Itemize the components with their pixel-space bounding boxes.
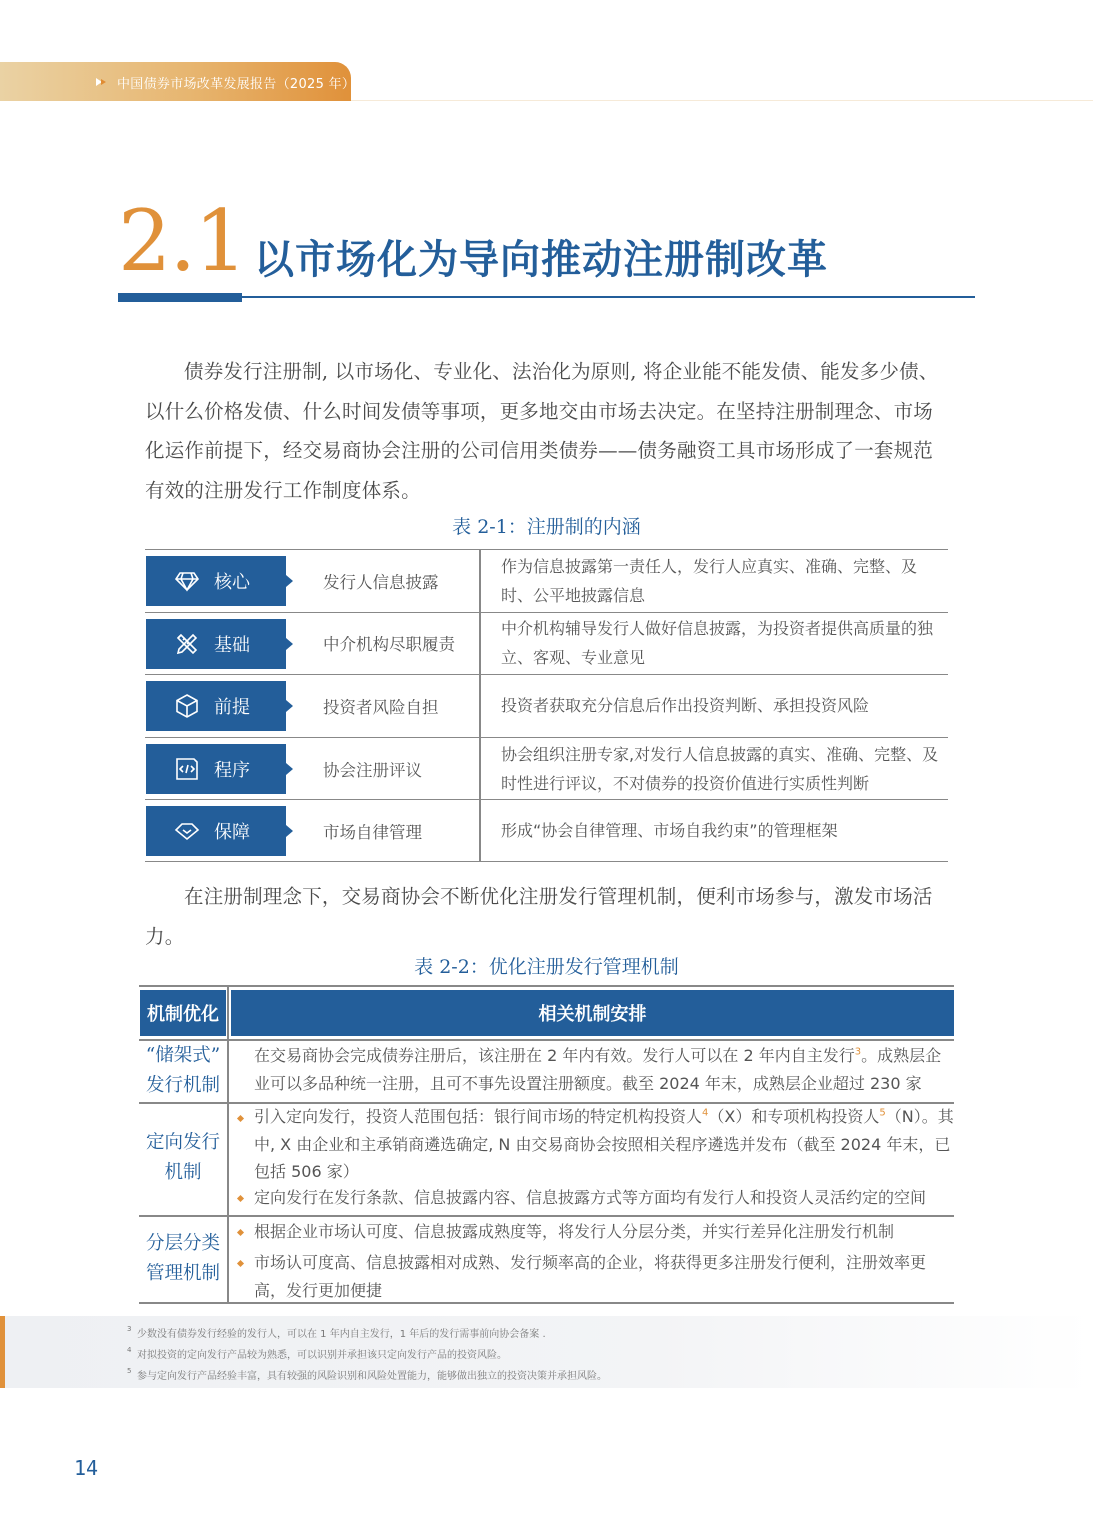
header-rule [351,100,1093,101]
bullet-icon [237,1260,244,1267]
text-part: 在交易商协会完成债券注册后，该注册在 2 年内有效。发行人可以在 2 年内自主发行 [254,1046,855,1065]
item-description: 投资者获取充分信息后作出投资判断、承担投资风险 [501,696,870,716]
tag-procedure [146,744,286,794]
table-row [145,799,948,862]
footnote-ref-5[interactable]: 5 [879,1107,886,1119]
category-line: 定向发行 [145,1132,220,1153]
table-row [145,549,948,612]
category-line: 发行机制 [145,1075,220,1096]
bullet-icon [237,1195,244,1202]
footnote-text: 参与定向发行产品经验丰富，具有较强的风险识别和风险处置能力，能够做出独立的投资决策并承担风险。 [137,1371,607,1382]
column-divider [479,738,481,800]
tag-pointer [286,700,293,712]
column-divider [479,613,481,675]
arrangement-bullet: 定向发行在发行条款、信息披露内容、信息披露方式等方面均有发行人和投资人灵活约定的空间 [254,1188,927,1207]
footnote-ref-3[interactable]: 3 [854,1046,862,1058]
tag-safeguard [146,806,286,856]
tag-premise [146,681,286,731]
tag-foundation [146,619,286,669]
table2-caption: 表 2-2：优化注册发行管理机制 [414,956,679,978]
tag-label: 前提 [214,697,250,719]
column-divider [479,675,481,737]
tag-pointer [286,575,293,587]
text-part: 引入定向发行，投资人范围包括：银行间市场的特定机构投资人 [254,1107,703,1126]
column-divider [227,985,229,1303]
tag-label: 核心 [214,572,250,593]
item-label: 中介机构尽职履责 [323,635,455,655]
footnote-number: 3 [127,1325,132,1333]
tag-label: 保障 [214,822,250,844]
row-divider [139,1039,954,1041]
header-mechanism: 机制优化 [140,990,226,1036]
table-row [145,612,948,675]
footnote-3 [127,1325,546,1340]
item-label: 发行人信息披露 [323,572,439,592]
diamond-icon [174,568,200,594]
category-shelf-registration [139,1041,227,1101]
category-private-placement [139,1128,227,1188]
running-header-label: 中国债券市场改革发展报告（2025 年） [117,77,356,92]
cube-icon [174,693,200,719]
category-line: 分层分类 [145,1233,220,1254]
arrangement-text [254,1042,954,1097]
tag-label: 基础 [214,634,250,656]
bullet-icon [237,1229,244,1236]
running-header [0,62,356,101]
title-underline [242,296,975,298]
pencil-ruler-icon [174,631,200,657]
item-description: 协会组织注册专家,对发行人信息披露的真实、准确、完整、及时性进行评议，不对债券的投资价值进行实质性判断 [501,744,939,793]
item-description: 形成“协会自律管理、市场自我约束”的管理框架 [501,821,838,841]
header-arrangements: 相关机制安排 [231,990,954,1036]
footnote-4 [127,1346,507,1361]
footnote-number: 4 [127,1346,132,1354]
footnote-ref-4[interactable]: 4 [702,1107,709,1119]
column-divider [479,550,481,612]
item-label: 投资者风险自担 [323,697,439,717]
text-part: 。成熟层企业可以多品种统一注册，且可不事先设置注册额度。截至 2024 年末，成熟层企业超过 230 家 [254,1046,942,1093]
arrangement-bullet [254,1103,954,1186]
table-registration-connotation [145,549,948,862]
table-row [145,674,948,737]
text-part: （X）和专项机构投资人 [708,1107,880,1126]
table1-caption: 表 2-1：注册制的内涵 [452,516,641,538]
tag-pointer [286,825,293,837]
tag-label: 程序 [214,759,250,781]
tag-pointer [286,638,293,650]
mechanism-paragraph: 在注册制理念下，交易商协会不断优化注册发行管理机制，便利市场参与，激发市场活力。 [145,885,933,948]
category-tiered-management [139,1229,227,1289]
section-number: 2.1 [118,192,246,290]
footnote-text: 对拟投资的定向发行产品较为熟悉，可以识别并承担该只定向发行产品的投资风险。 [137,1350,507,1361]
arrangement-bullet: 市场认可度高、信息披露相对成熟、发行频率高的企业，将获得更多注册发行便利，注册效率更高，发行更加便捷 [254,1253,927,1300]
category-line: 管理机制 [145,1263,220,1284]
row-divider [139,1215,954,1217]
table-top-rule [139,985,954,987]
footnotes-accent-bar [0,1316,5,1388]
code-icon [174,756,200,782]
arrangement-bullet: 根据企业市场认可度、信息披露成熟度等，将发行人分层分类，并实行差异化注册发行机制 [254,1222,895,1241]
footnote-5 [127,1367,607,1382]
section-title: 以市场化为导向推动注册制改革 [254,236,828,283]
tag-core [146,556,286,606]
table-bottom-rule [139,1302,954,1304]
page-number: 14 [74,1456,99,1480]
shield-check-icon [174,818,200,844]
text-part: （N）。其中, X 由企业和主承销商遴选确定, N 由交易商协会按照相关程序遴选并发布（截至 2024 年末，已包括 506 家） [254,1107,954,1181]
item-description: 中介机构辅导发行人做好信息披露，为投资者提供高质量的独立、客观、专业意见 [501,619,934,668]
column-divider [479,800,481,861]
header-arrow-accent-icon [101,79,106,85]
bullet-icon [237,1115,244,1122]
item-label: 市场自律管理 [323,822,422,842]
item-label: 协会注册评议 [323,760,422,780]
title-underline-accent [118,293,242,302]
footnote-number: 5 [127,1367,132,1375]
intro-paragraph: 债券发行注册制, 以市场化、专业化、法治化为原则, 将企业能不能发债、能发多少债、以什么价格发债、什么时间发债等事项，更多地交由市场去决定。在坚持注册制理念、市场化运作前提下，经交易商协会注册的公司信用类债券——债务融资工具市场形成了一套规范有效的注册发行工作制度体系。 [145,360,939,502]
item-description: 作为信息披露第一责任人，发行人应真实、准确、完整、及时、公平地披露信息 [501,556,918,605]
tag-pointer [286,763,293,775]
category-line: 机制 [164,1162,202,1183]
category-line: “储架式” [145,1045,221,1066]
table-row [145,737,948,800]
footnote-text: 少数没有债券发行经验的发行人，可以在 1 年内自主发行，1 年后的发行需事前向协会备案 . [137,1329,546,1340]
